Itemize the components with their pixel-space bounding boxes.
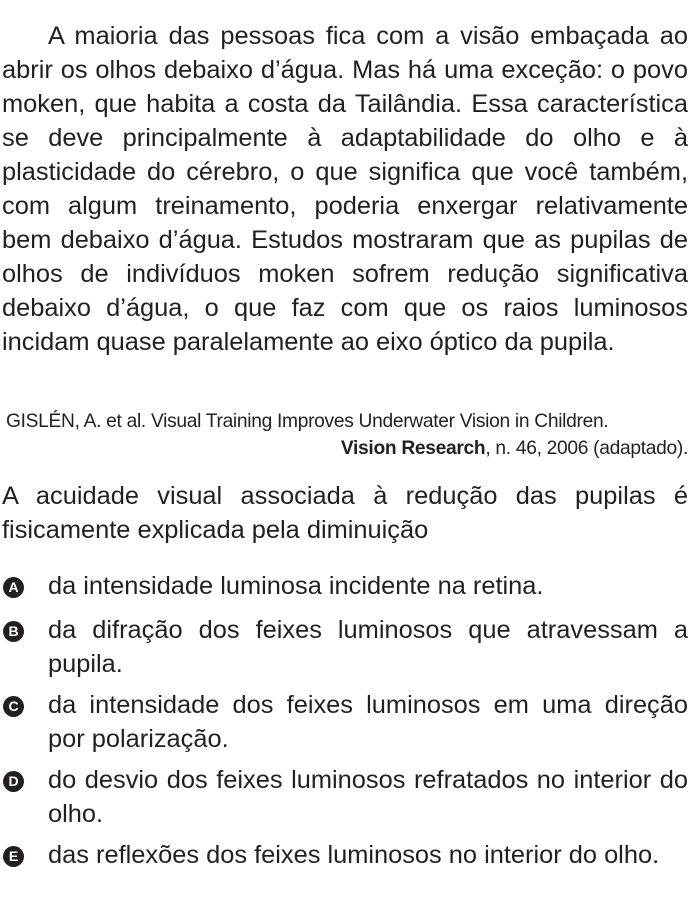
citation-details: , n. 46, 2006 (adaptado). [485, 438, 688, 459]
option-a-text: da intensidade luminosa incidente na retina. [48, 572, 544, 600]
citation-source [6, 435, 688, 462]
option-a-letter-badge: A [3, 577, 24, 598]
option-c-text: da intensidade dos feixes luminosos em uma direção por polarização. [48, 691, 688, 753]
citation [6, 408, 688, 462]
option-d-text: do desvio dos feixes luminosos refratados no interior do olho. [48, 766, 688, 828]
option-b-text: da difração dos feixes luminosos que atravessam a pupila. [48, 616, 688, 678]
passage-text: A maioria das pessoas fica com a visão embaçada ao abrir os olhos debaixo d’água. Mas há uma exceção: o povo moken, que habita a costa da Tailândia. Essa característica se deve principalmente à adaptabilidade do olho e à plasticidade do cérebro, o que significa que você também, com algum treinamento, poderia enxergar relativamente bem debaixo d’água. Estudos mostraram que as pupilas de olhos de indivíduos moken sofrem redução significativa debaixo d’água, o que faz com que os raios luminosos incidam quase paralelamente ao eixo óptico da pupila. [2, 22, 688, 356]
option-b-letter-badge: B [3, 621, 24, 642]
citation-journal: Vision Research [340, 438, 486, 459]
citation-authors-title: GISLÉN, A. et al. Visual Training Improves Underwater Vision in Children. [6, 411, 609, 432]
question-stem: A acuidade visual associada à redução das pupilas é fisicamente explicada pela diminuição [2, 482, 688, 544]
option-c-letter-badge: C [3, 696, 24, 717]
option-e-text: das reflexões dos feixes luminosos no interior do olho. [48, 841, 660, 869]
option-e-letter-badge: E [3, 846, 24, 867]
option-d-letter-badge: D [3, 771, 24, 792]
